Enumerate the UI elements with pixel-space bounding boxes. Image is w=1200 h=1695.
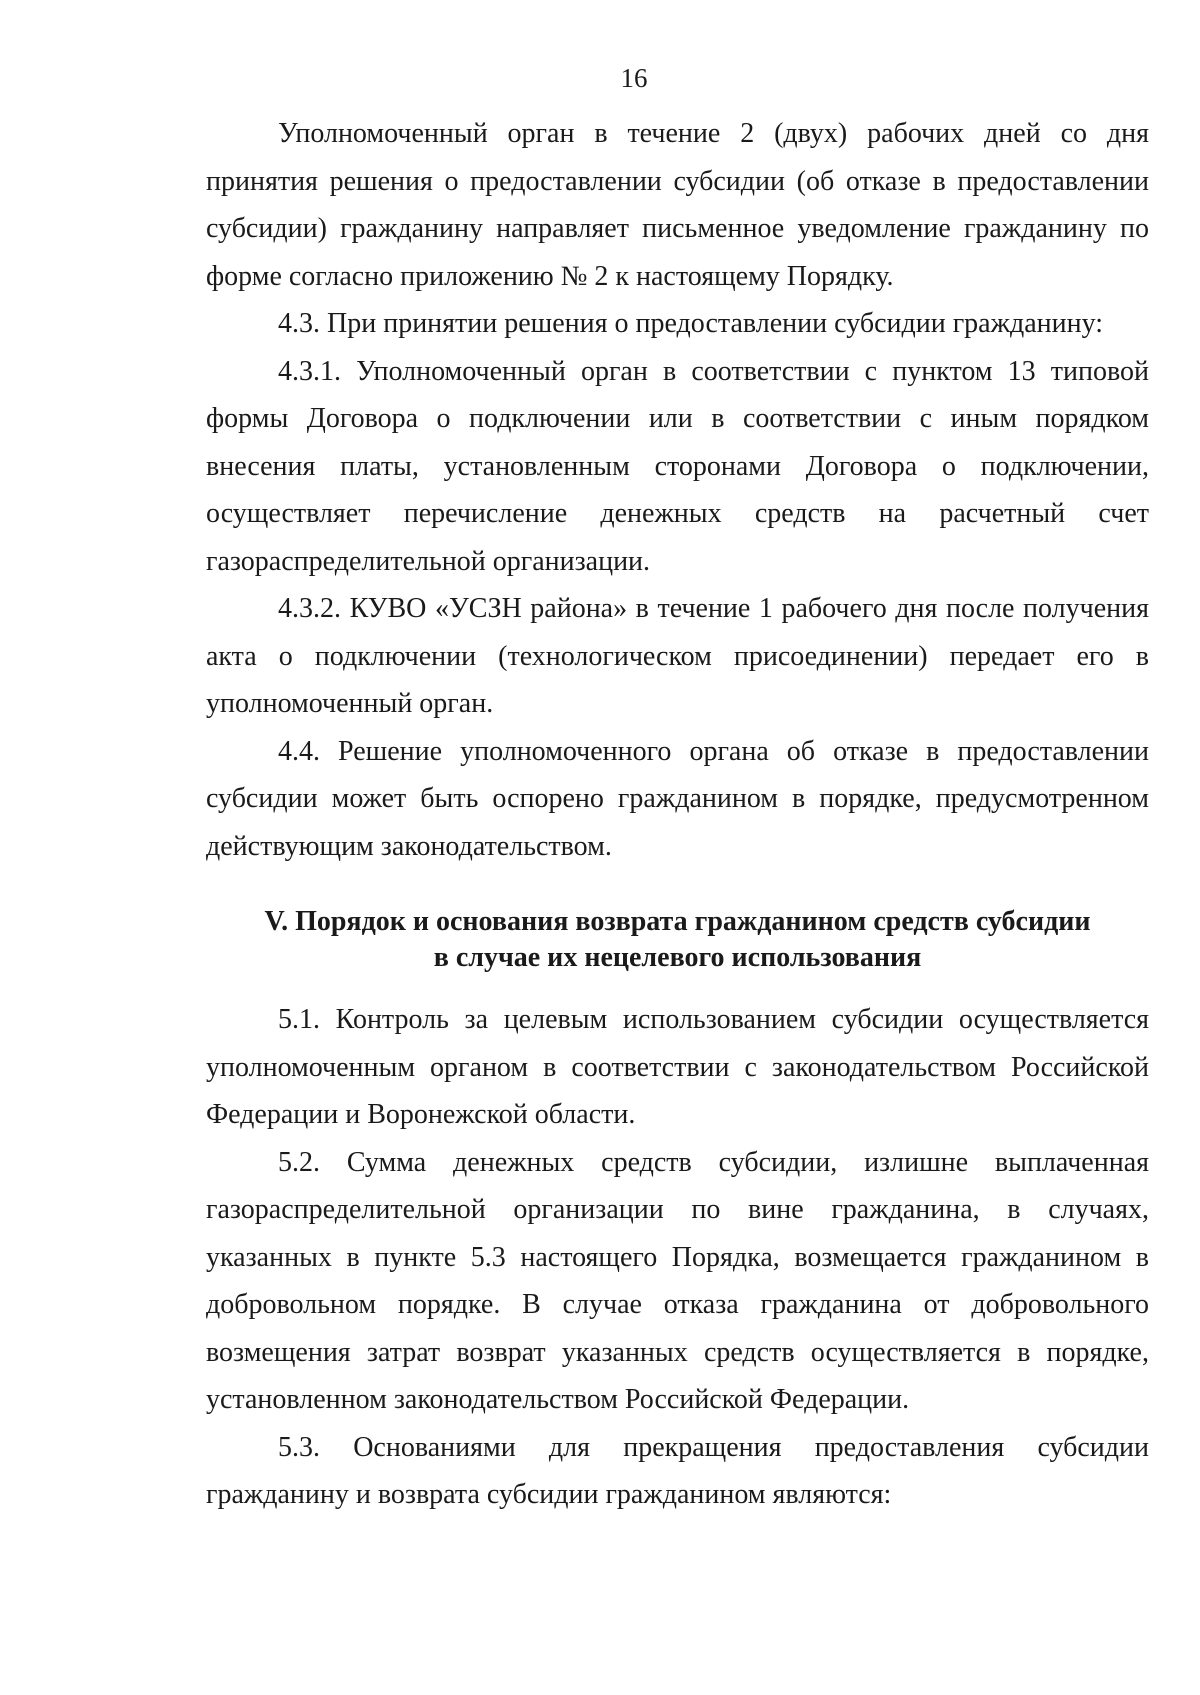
paragraph-4-3: 4.3. При принятии решения о предоставлении субсидии гражданину: [278, 308, 1103, 339]
paragraph-5-3: 5.3. Основаниями для прекращения предоставления субсидии гражданину и возврата субсидии гражданином являются: [206, 1431, 1149, 1510]
paragraph-4-4: 4.4. Решение уполномоченного органа об отказе в предоставлении субсидии может быть оспорено гражданином в порядке, предусмотренном действующим законодательством. [206, 735, 1149, 862]
section-heading [206, 904, 1149, 976]
paragraph-5-1: 5.1. Контроль за целевым использованием субсидии осуществляется уполномоченным органом в соответствии с законодательством Российской Федерации и Воронежской области. [206, 1004, 1149, 1130]
paragraph-4-3-2: 4.3.2. КУВО «УСЗН района» в течение 1 рабочего дня после получения акта о подключении (технологическом присоединении) передает его в уполномоченный орган. [206, 593, 1149, 719]
section-heading-line-1: V. Порядок и основания возврата гражданином средств субсидии [264, 906, 1091, 937]
section-heading-line-2: в случае их нецелевого использования [433, 942, 922, 973]
paragraph-notification: Уполномоченный орган в течение 2 (двух) рабочих дней со дня принятия решения о предоставлении субсидии (об отказе в предоставлении субсидии) гражданину направляет письменное уведомление гражданину по форме согласно приложению № 2 к настоящему Порядку. [206, 118, 1149, 292]
paragraph-4-3-1: 4.3.1. Уполномоченный орган в соответствии с пунктом 13 типовой формы Договора о подключении или в соответствии с иным порядком внесения платы, установленным сторонами Договора о подключении, осуществляет перечисление денежных средств на расчетный счет газораспределительной организации. [206, 355, 1149, 577]
paragraph-5-2: 5.2. Сумма денежных средств субсидии, излишне выплаченная газораспределительной организации по вине гражданина, в случаях, указанных в пункте 5.3 настоящего Порядка, возмещается гражданином в добровольном порядке. В случае отказа гражданина от добровольного возмещения затрат возврат указанных средств осуществляется в порядке, установленном законодательством Российской Федерации. [206, 1146, 1149, 1415]
document-body [206, 110, 1149, 1519]
page-number: 16 [620, 63, 648, 93]
